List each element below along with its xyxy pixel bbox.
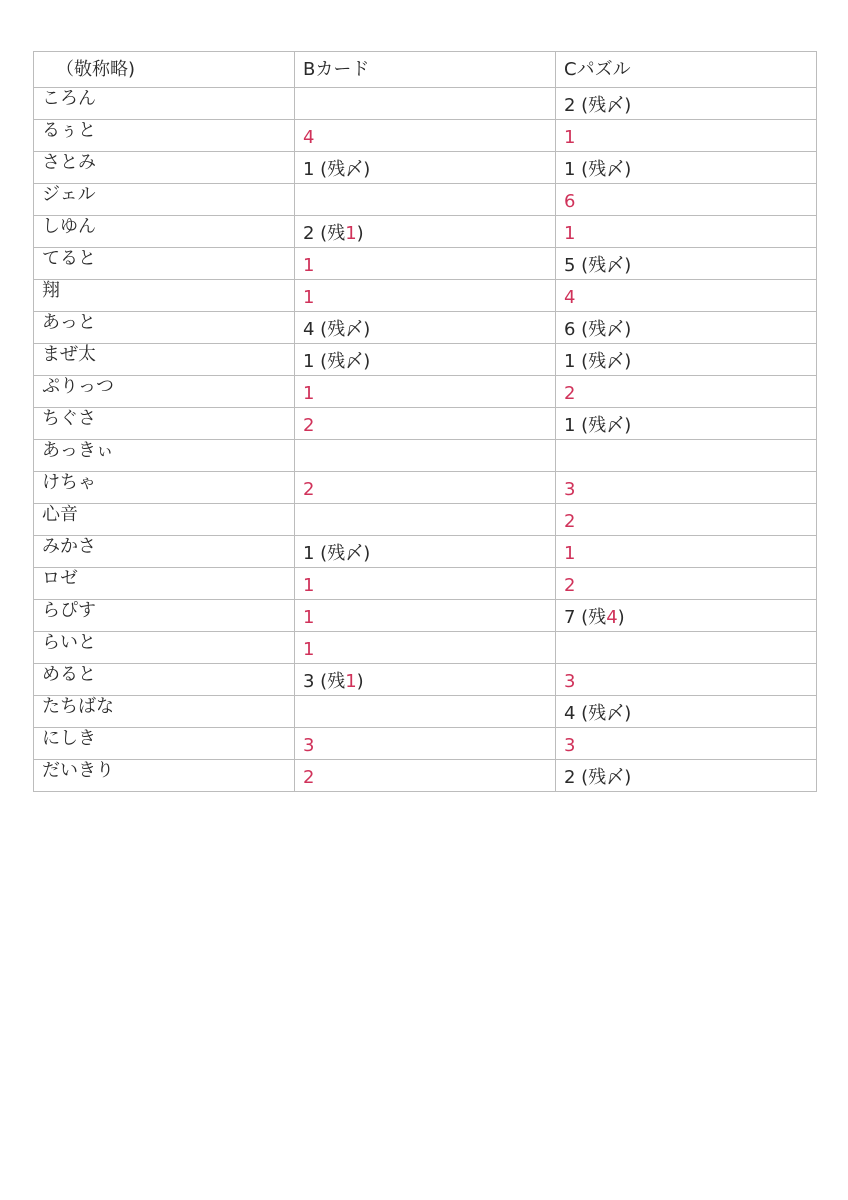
c-puzzle-cell	[556, 280, 817, 312]
b-card-cell	[295, 760, 556, 792]
table-row	[34, 120, 817, 152]
name-cell: ちぐさ	[34, 408, 295, 440]
header-row	[34, 52, 817, 88]
name-cell: らぴす	[34, 600, 295, 632]
name-cell: まぜ太	[34, 344, 295, 376]
b-card-cell	[295, 216, 556, 248]
highlighted-count: 1	[303, 254, 315, 276]
name-cell: るぅと	[34, 120, 295, 152]
table-row	[34, 664, 817, 696]
b-card-cell	[295, 248, 556, 280]
name-cell: しゆん	[34, 216, 295, 248]
table-row	[34, 568, 817, 600]
name-cell: あっと	[34, 312, 295, 344]
b-card-cell	[295, 600, 556, 632]
count-text: 1 (残〆)	[564, 414, 632, 436]
c-puzzle-cell	[556, 504, 817, 536]
count-text: 6 (残〆)	[564, 318, 632, 340]
highlighted-count: 2	[564, 574, 576, 596]
table-row	[34, 696, 817, 728]
highlighted-count: 1	[345, 670, 357, 692]
highlighted-count: 1	[303, 382, 315, 404]
count-text: 1 (残〆)	[303, 158, 371, 180]
highlighted-count: 1	[564, 126, 576, 148]
c-puzzle-cell	[556, 120, 817, 152]
highlighted-count: 3	[564, 478, 576, 500]
name-cell: さとみ	[34, 152, 295, 184]
name-cell: ぷりっつ	[34, 376, 295, 408]
name-cell: たちばな	[34, 696, 295, 728]
highlighted-count: 3	[564, 670, 576, 692]
c-puzzle-cell	[556, 216, 817, 248]
table-row	[34, 248, 817, 280]
count-text: 1 (残〆)	[303, 542, 371, 564]
b-card-cell	[295, 664, 556, 696]
b-card-cell	[295, 88, 556, 120]
c-puzzle-cell	[556, 152, 817, 184]
b-card-cell	[295, 120, 556, 152]
count-text: 7 (残	[564, 606, 607, 628]
table-row	[34, 408, 817, 440]
b-card-cell	[295, 536, 556, 568]
name-cell: てると	[34, 248, 295, 280]
highlighted-count: 2	[303, 766, 315, 788]
highlighted-count: 1	[303, 606, 315, 628]
name-cell: にしき	[34, 728, 295, 760]
c-puzzle-cell	[556, 344, 817, 376]
count-text: 5 (残〆)	[564, 254, 632, 276]
b-card-cell	[295, 440, 556, 472]
table-row	[34, 184, 817, 216]
count-text: 1 (残〆)	[303, 350, 371, 372]
name-cell: らいと	[34, 632, 295, 664]
b-card-cell	[295, 696, 556, 728]
table-row	[34, 600, 817, 632]
highlighted-count: 1	[564, 222, 576, 244]
b-card-cell	[295, 728, 556, 760]
count-text: 2 (残	[303, 222, 346, 244]
b-card-cell	[295, 472, 556, 504]
c-puzzle-cell	[556, 472, 817, 504]
table-row	[34, 312, 817, 344]
name-cell: 翔	[34, 280, 295, 312]
count-text: 2 (残〆)	[564, 766, 632, 788]
name-cell: ころん	[34, 88, 295, 120]
table-row	[34, 88, 817, 120]
c-puzzle-cell	[556, 728, 817, 760]
c-puzzle-cell	[556, 536, 817, 568]
count-text: 4 (残〆)	[564, 702, 632, 724]
name-cell: あっきぃ	[34, 440, 295, 472]
table-row	[34, 152, 817, 184]
table-row	[34, 504, 817, 536]
highlighted-count: 3	[303, 734, 315, 756]
table-row	[34, 280, 817, 312]
highlighted-count: 1	[303, 286, 315, 308]
b-card-cell	[295, 504, 556, 536]
results-table	[33, 51, 817, 792]
highlighted-count: 1	[303, 574, 315, 596]
name-cell: だいきり	[34, 760, 295, 792]
b-card-cell	[295, 280, 556, 312]
count-text: 4 (残〆)	[303, 318, 371, 340]
header-b-card-column: Bカード	[295, 52, 556, 88]
count-text: 1 (残〆)	[564, 158, 632, 180]
c-puzzle-cell	[556, 440, 817, 472]
highlighted-count: 1	[345, 222, 357, 244]
highlighted-count: 4	[303, 126, 315, 148]
highlighted-count: 4	[564, 286, 576, 308]
table-row	[34, 760, 817, 792]
c-puzzle-cell	[556, 632, 817, 664]
highlighted-count: 4	[606, 606, 618, 628]
table-row	[34, 472, 817, 504]
c-puzzle-cell	[556, 312, 817, 344]
table-row	[34, 344, 817, 376]
table-row	[34, 536, 817, 568]
highlighted-count: 2	[303, 414, 315, 436]
highlighted-count: 2	[564, 510, 576, 532]
header-c-puzzle-column: Cパズル	[556, 52, 817, 88]
c-puzzle-cell	[556, 248, 817, 280]
table-row	[34, 632, 817, 664]
table-row	[34, 216, 817, 248]
c-puzzle-cell	[556, 696, 817, 728]
highlighted-count: 1	[303, 638, 315, 660]
count-text: 2 (残〆)	[564, 94, 632, 116]
name-cell: みかさ	[34, 536, 295, 568]
highlighted-count: 3	[564, 734, 576, 756]
highlighted-count: 6	[564, 190, 576, 212]
name-cell: めると	[34, 664, 295, 696]
c-puzzle-cell	[556, 408, 817, 440]
count-text: 1 (残〆)	[564, 350, 632, 372]
name-cell: 心音	[34, 504, 295, 536]
name-cell: ロゼ	[34, 568, 295, 600]
c-puzzle-cell	[556, 664, 817, 696]
name-cell: けちゃ	[34, 472, 295, 504]
header-name-column: （敬称略)	[34, 52, 295, 88]
c-puzzle-cell	[556, 760, 817, 792]
table-row	[34, 728, 817, 760]
b-card-cell	[295, 408, 556, 440]
c-puzzle-cell	[556, 184, 817, 216]
b-card-cell	[295, 152, 556, 184]
b-card-cell	[295, 344, 556, 376]
b-card-cell	[295, 184, 556, 216]
table-row	[34, 376, 817, 408]
count-text: )	[356, 670, 364, 692]
name-cell: ジェル	[34, 184, 295, 216]
b-card-cell	[295, 376, 556, 408]
table-row	[34, 440, 817, 472]
c-puzzle-cell	[556, 376, 817, 408]
count-text: )	[617, 606, 625, 628]
c-puzzle-cell	[556, 568, 817, 600]
count-text: 3 (残	[303, 670, 346, 692]
b-card-cell	[295, 312, 556, 344]
count-text: )	[356, 222, 364, 244]
c-puzzle-cell	[556, 88, 817, 120]
highlighted-count: 1	[564, 542, 576, 564]
b-card-cell	[295, 632, 556, 664]
results-table-body	[34, 52, 817, 792]
b-card-cell	[295, 568, 556, 600]
highlighted-count: 2	[303, 478, 315, 500]
highlighted-count: 2	[564, 382, 576, 404]
c-puzzle-cell	[556, 600, 817, 632]
